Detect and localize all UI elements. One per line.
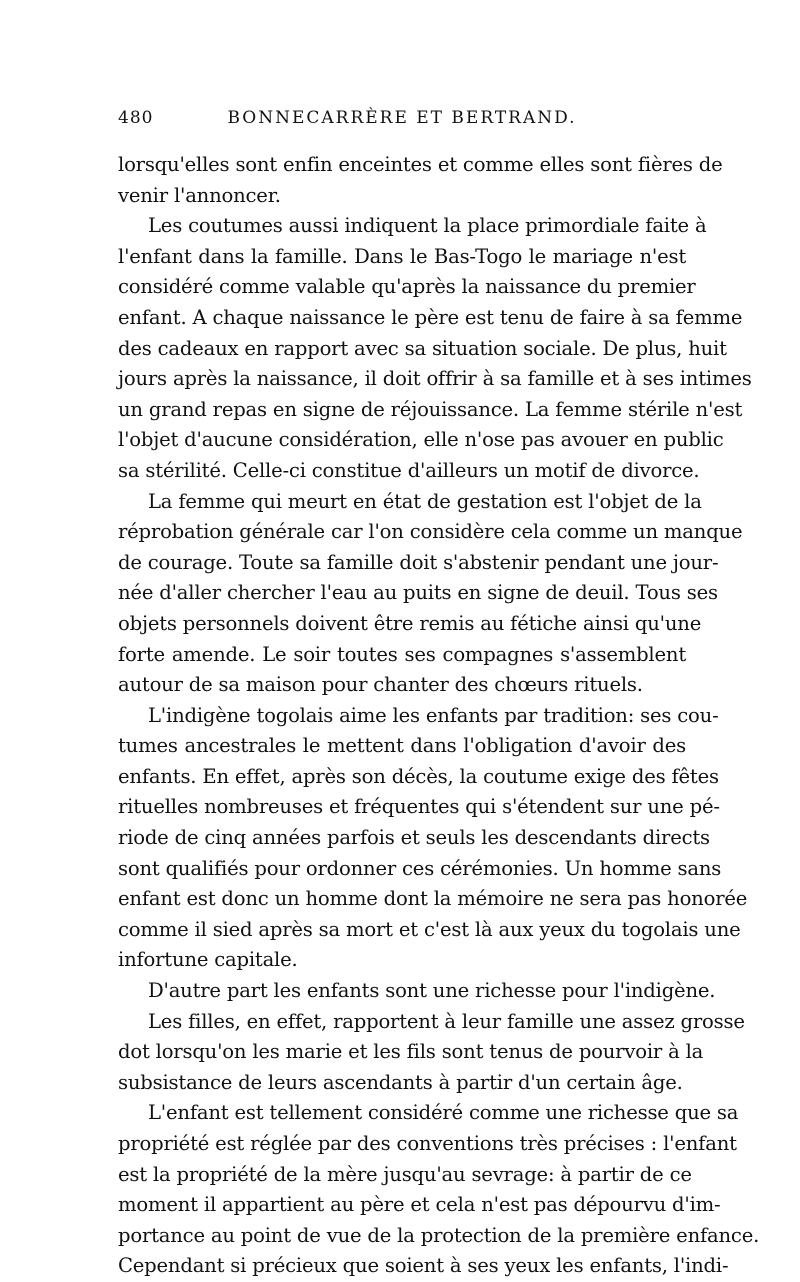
text-line: l'objet d'aucune considération, elle n'ose pas avouer en public <box>118 428 724 452</box>
text-line: considéré comme valable qu'après la naissance du premier <box>118 275 696 299</box>
text-line: objets personnels doivent être remis au fétiche ainsi qu'une <box>118 611 702 635</box>
text-line: jours après la naissance, il doit offrir à sa famille et à ses intimes <box>118 367 752 391</box>
text-line: est la propriété de la mère jusqu'au sevrage: à partir de ce <box>118 1162 692 1186</box>
text-line: enfants. En effet, après son décès, la coutume exige des fêtes <box>118 764 719 788</box>
text-line: tumes ancestrales le mettent dans l'obligation d'avoir des <box>118 734 686 758</box>
page-number: 480 <box>118 108 154 128</box>
paragraph <box>118 1098 760 1282</box>
paragraph <box>118 1007 745 1099</box>
text-line: portance au point de vue de la protection de la première enfance. <box>118 1223 760 1247</box>
text-line: rituelles nombreuses et fréquentes qui s'étendent sur une pé- <box>118 795 720 819</box>
text-line: L'enfant est tellement considéré comme une richesse que sa <box>148 1101 739 1125</box>
paragraph <box>118 976 716 1007</box>
text-line: de courage. Toute sa famille doit s'abstenir pendant une jour- <box>118 550 719 574</box>
text-line: des cadeaux en rapport avec sa situation sociale. De plus, huit <box>118 336 727 360</box>
paragraph <box>118 487 743 701</box>
text-line: autour de sa maison pour chanter des chœurs rituels. <box>118 673 643 697</box>
text-line: sont qualifiés pour ordonner ces cérémonies. Un homme sans <box>118 856 722 880</box>
text-line: un grand repas en signe de réjouissance. La femme stérile n'est <box>118 397 743 421</box>
text-line: réprobation générale car l'on considère cela comme un manque <box>118 520 743 544</box>
running-title: BONNECARRÈRE ET BERTRAND. <box>227 108 577 128</box>
text-line: infortune capitale. <box>118 948 298 972</box>
text-line: moment il appartient au père et cela n'est pas dépourvu d'im- <box>118 1193 721 1217</box>
page-header <box>118 108 686 150</box>
paragraph <box>118 150 723 211</box>
text-line: Cependant si précieux que soient à ses yeux les enfants, l'indi- <box>118 1254 729 1278</box>
text-line: venir l'annoncer. <box>118 183 281 207</box>
text-line: riode de cinq années parfois et seuls les descendants directs <box>118 826 710 850</box>
text-line: enfant. A chaque naissance le père est tenu de faire à sa femme <box>118 305 743 329</box>
text-line: sa stérilité. Celle-ci constitue d'ailleurs un motif de divorce. <box>118 458 700 482</box>
text-line: D'autre part les enfants sont une richesse pour l'indigène. <box>148 979 716 1003</box>
paragraph <box>118 211 752 486</box>
text-line: L'indigène togolais aime les enfants par tradition: ses cou- <box>148 703 719 727</box>
text-line: comme il sied après sa mort et c'est là aux yeux du togolais une <box>118 917 741 941</box>
book-page <box>118 108 760 1282</box>
text-line: lorsqu'elles sont enfin enceintes et comme elles sont fières de <box>118 153 723 176</box>
body-text <box>118 150 760 1282</box>
paragraph <box>118 701 748 976</box>
text-line: née d'aller chercher l'eau au puits en signe de deuil. Tous ses <box>118 581 718 605</box>
text-line: propriété est réglée par des conventions très précises : l'enfant <box>118 1132 737 1155</box>
text-line: forte amende. Le soir toutes ses compagnes s'assemblent <box>118 642 686 666</box>
text-line: dot lorsqu'on les marie et les fils sont tenus de pourvoir à la <box>118 1040 704 1064</box>
text-line: l'enfant dans la famille. Dans le Bas-Togo le mariage n'est <box>118 244 686 268</box>
text-line: Les coutumes aussi indiquent la place primordiale faite à <box>148 214 707 238</box>
text-line: subsistance de leurs ascendants à partir d'un certain âge. <box>118 1070 683 1094</box>
text-line: enfant est donc un homme dont la mémoire ne sera pas honorée <box>118 887 748 911</box>
text-line: La femme qui meurt en état de gestation est l'objet de la <box>148 489 702 513</box>
text-line: Les filles, en effet, rapportent à leur famille une assez grosse <box>148 1009 745 1033</box>
